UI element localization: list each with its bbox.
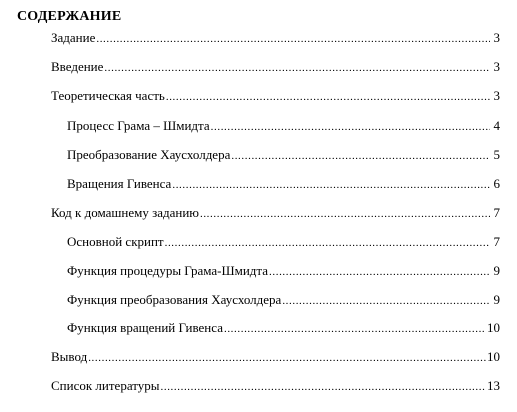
toc-entry-task[interactable]	[51, 30, 500, 46]
toc-entry-label[interactable]: Процесс Грама – Шмидта	[67, 118, 210, 133]
toc-dot-leader	[104, 60, 490, 76]
toc-entry-householder-function[interactable]	[67, 292, 500, 308]
toc-dot-leader	[161, 379, 487, 395]
toc-entry-label[interactable]: Код к домашнему заданию	[51, 205, 199, 220]
toc-entry-givens-function[interactable]	[67, 320, 500, 336]
toc-entry-label[interactable]: Функция преобразования Хаусхолдера	[67, 292, 282, 307]
toc-dot-leader	[282, 293, 490, 309]
toc-entry-label[interactable]: Задание	[51, 30, 96, 45]
toc-page-number[interactable]: 7	[493, 205, 500, 220]
toc-entry-label[interactable]: Функция процедуры Грама-Шмидта	[67, 263, 269, 278]
toc-entry-label[interactable]: Теоретическая часть	[51, 88, 165, 103]
toc-dot-leader	[165, 235, 490, 251]
toc-entry-givens[interactable]	[67, 176, 500, 192]
toc-dot-leader	[200, 206, 490, 222]
toc-entry-label[interactable]: Вывод	[51, 349, 88, 364]
toc-entry-main-script[interactable]	[67, 234, 500, 250]
toc-page-number[interactable]: 6	[493, 176, 500, 191]
toc-entry-conclusion[interactable]	[51, 349, 500, 365]
toc-dot-leader	[166, 89, 490, 105]
toc-entry-label[interactable]: Функция вращений Гивенса	[67, 320, 223, 335]
toc-page-number[interactable]: 13	[487, 378, 500, 393]
toc-page-number[interactable]: 10	[487, 320, 500, 335]
toc-entry-label[interactable]: Преобразование Хаусхолдера	[67, 147, 231, 162]
toc-entry-label[interactable]: Вращения Гивенса	[67, 176, 172, 191]
toc-entry-theory[interactable]	[51, 88, 500, 104]
toc-dot-leader	[269, 264, 490, 280]
toc-page-number[interactable]: 5	[493, 147, 500, 162]
toc-heading: СОДЕРЖАНИЕ	[17, 9, 122, 24]
toc-page-number[interactable]: 4	[493, 118, 500, 133]
toc-dot-leader	[231, 148, 490, 164]
toc-dot-leader	[96, 31, 490, 47]
toc-entry-gram-schmidt-function[interactable]	[67, 263, 500, 279]
toc-page-number[interactable]: 3	[493, 30, 500, 45]
toc-entry-introduction[interactable]	[51, 59, 500, 75]
toc-page-number[interactable]: 3	[493, 88, 500, 103]
toc-entry-code[interactable]	[51, 205, 500, 221]
toc-entry-label[interactable]: Основной скрипт	[67, 234, 164, 249]
toc-entry-gram-schmidt[interactable]	[67, 118, 500, 134]
toc-dot-leader	[211, 119, 490, 135]
toc-page-number[interactable]: 7	[493, 234, 500, 249]
toc-page-number[interactable]: 3	[493, 59, 500, 74]
toc-dot-leader	[172, 177, 490, 193]
toc-dot-leader	[88, 350, 486, 366]
toc-page-number[interactable]: 9	[493, 263, 500, 278]
toc-page-number[interactable]: 9	[493, 292, 500, 307]
toc-entry-label[interactable]: Введение	[51, 59, 104, 74]
toc-dot-leader	[224, 321, 486, 337]
toc-entry-label[interactable]: Список литературы	[51, 378, 160, 393]
toc-page-number[interactable]: 10	[487, 349, 500, 364]
toc-entry-references[interactable]	[51, 378, 500, 394]
toc-entry-householder[interactable]	[67, 147, 500, 163]
